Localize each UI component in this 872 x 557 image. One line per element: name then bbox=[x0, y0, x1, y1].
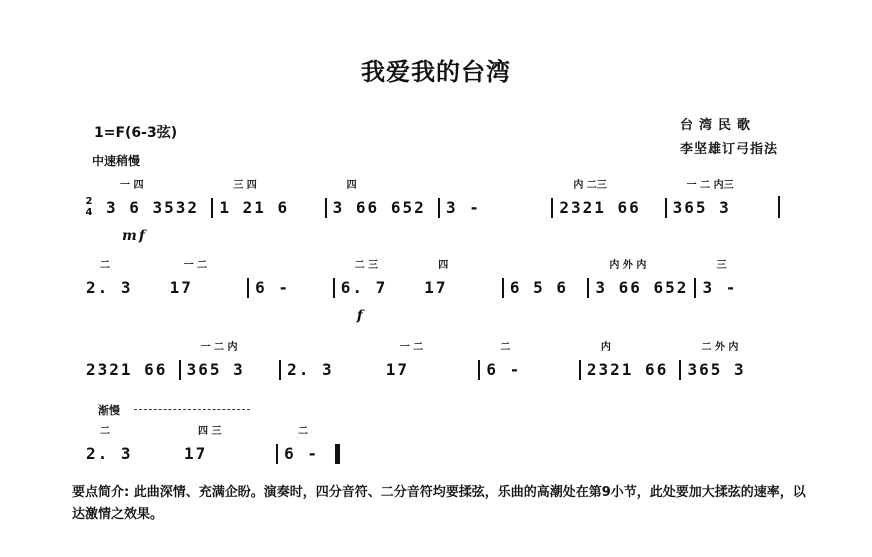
measure bbox=[380, 342, 479, 380]
fingering-mark: 一 二 bbox=[399, 342, 424, 353]
fingering-mark: 内 外 内 bbox=[609, 260, 647, 271]
measure-notes: 6. 7 bbox=[340, 278, 388, 297]
measure bbox=[178, 426, 276, 464]
measure bbox=[80, 426, 178, 464]
time-signature bbox=[80, 196, 98, 218]
measure bbox=[438, 198, 551, 218]
measure bbox=[665, 180, 778, 218]
score-row-1 bbox=[80, 178, 780, 244]
fingering-mark: 内 二三 bbox=[573, 180, 607, 191]
measure-notes: 3 66 652 bbox=[332, 198, 426, 217]
measure-notes: 17 bbox=[385, 360, 409, 379]
fingering-mark: 二 bbox=[500, 342, 511, 353]
fingering-mark: 二 bbox=[298, 426, 309, 437]
notes-text: 此曲深情、充满企盼。演奏时，四分音符、二分音符均要揉弦，乐曲的高潮处在第9小节，此处要加大揉弦的速率，以达激情之效果。 bbox=[72, 485, 806, 522]
measure-notes: 17 bbox=[169, 278, 193, 297]
page-title: 我爱我的台湾 bbox=[361, 58, 511, 86]
measure bbox=[333, 260, 419, 324]
fingering-mark: 一 四 bbox=[120, 180, 144, 191]
fingering-mark: 一 二 内 bbox=[200, 342, 238, 353]
time-sig-top: 2 bbox=[85, 196, 93, 207]
fingering-mark: 内 bbox=[600, 342, 611, 353]
measure-notes: 6 - bbox=[284, 444, 319, 463]
fingering-mark: 四 三 bbox=[198, 426, 222, 437]
fingering-mark: 一 二 bbox=[183, 260, 208, 271]
fingering-mark: 二 三 bbox=[354, 260, 379, 271]
measure-notes: 365 3 bbox=[186, 360, 245, 379]
score-row-2 bbox=[80, 258, 780, 324]
measure-notes: 6 5 6 bbox=[509, 278, 568, 297]
measure-notes: 3 66 652 bbox=[595, 278, 689, 297]
measure bbox=[80, 260, 164, 298]
measure bbox=[579, 342, 680, 380]
dynamic-mark: mf bbox=[122, 228, 147, 244]
fingering-mark: 二 外 内 bbox=[701, 342, 739, 353]
measure-notes: 2. 3 bbox=[287, 360, 334, 379]
dynamic-mark: f bbox=[356, 308, 365, 324]
ritardando-marking: 渐慢 bbox=[98, 404, 120, 417]
fingering-mark: 四 bbox=[438, 260, 449, 271]
measure bbox=[179, 342, 280, 380]
measure-notes: 1 21 6 bbox=[219, 198, 290, 217]
measure-notes: 2321 66 bbox=[86, 360, 168, 379]
time-sig-bottom: 4 bbox=[85, 207, 93, 218]
measure-notes: 2321 66 bbox=[559, 198, 641, 217]
fingering-mark: 三 bbox=[716, 260, 727, 271]
score-row-4 bbox=[80, 424, 340, 464]
measure bbox=[418, 260, 502, 298]
measure-notes: 6 - bbox=[255, 278, 291, 297]
measure bbox=[679, 342, 780, 380]
notes-label: 要点简介: bbox=[72, 485, 130, 500]
measure bbox=[478, 342, 579, 380]
measure bbox=[694, 260, 780, 298]
measure-notes: 3 - bbox=[702, 278, 738, 297]
measure bbox=[587, 260, 694, 298]
fingering-mark: 四 bbox=[346, 180, 357, 191]
measure bbox=[276, 426, 340, 464]
measure-notes: 2. 3 bbox=[86, 278, 133, 297]
credit-fingering: 李坚雄订弓指法 bbox=[680, 142, 779, 157]
fingering-mark: 三 四 bbox=[233, 180, 257, 191]
key-signature: 1=F(6-3弦) bbox=[94, 125, 178, 141]
measure bbox=[211, 180, 324, 218]
measure-notes: 365 3 bbox=[687, 360, 746, 379]
score-row-3 bbox=[80, 340, 780, 380]
measure-notes: 17 bbox=[424, 278, 448, 297]
measure bbox=[100, 180, 211, 244]
measure-notes: 3 6 3532 bbox=[106, 198, 200, 217]
credit-origin: 台湾民歌 bbox=[680, 118, 757, 133]
measure-notes: 6 - bbox=[486, 360, 522, 379]
fingering-mark: 二 bbox=[100, 426, 110, 437]
measure bbox=[502, 278, 588, 298]
measure bbox=[80, 360, 179, 380]
measure bbox=[279, 360, 380, 380]
measure-notes: 365 3 bbox=[672, 198, 731, 217]
measure-notes: 2321 66 bbox=[586, 360, 669, 379]
measure bbox=[551, 180, 664, 218]
measure-notes: 2. 3 bbox=[86, 444, 133, 463]
measure-notes: 17 bbox=[184, 444, 208, 463]
ritardando-line bbox=[134, 409, 250, 410]
measure bbox=[325, 180, 438, 218]
measure bbox=[247, 278, 333, 298]
fingering-mark: 二 bbox=[100, 260, 110, 271]
measure bbox=[164, 260, 248, 298]
fingering-mark: 一 二 内三 bbox=[686, 180, 734, 191]
measure-notes: 3 - bbox=[445, 198, 481, 217]
tempo-marking: 中速稍慢 bbox=[92, 154, 141, 168]
barline bbox=[778, 196, 780, 218]
performance-notes bbox=[72, 482, 812, 526]
